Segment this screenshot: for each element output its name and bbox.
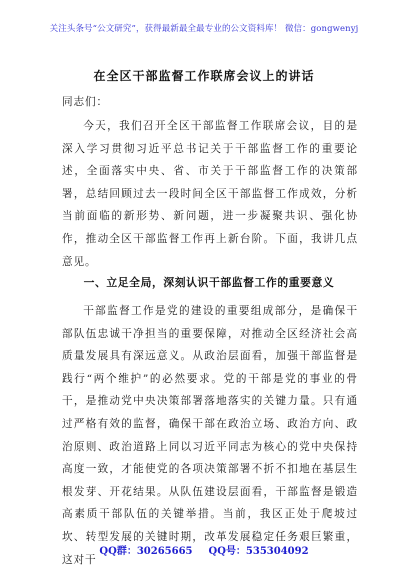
salutation: 同志们： <box>62 96 108 108</box>
qq-number-text: QQ号：535304092 <box>208 546 309 557</box>
qq-group-text: QQ群：30265665 <box>99 546 193 557</box>
paragraph-intro: 今天，我们召开全区干部监督工作联席会议，目的是深入学习贯彻习近平总书记关于干部监督工作的重要论述，全面落实中央、省、市关于干部监督工作的决策部署，总结回顾过去一段时间全区干部监督工作成效，分析当前面临的新形势、新问题，进一步凝聚共识、强化协作，推动全区干部监督工作再上新台阶。下面，我讲几点意见。 <box>62 120 358 268</box>
section-heading-1: 一、立足全局，深刻认识干部监督工作的重要意义 <box>83 276 335 289</box>
document-title: 在全区干部监督工作联席会议上的讲话 <box>93 69 315 83</box>
paragraph-section-1: 干部监督工作是党的建设的重要组成部分，是确保干部队伍忠诚干净担当的重要保障，对推动全区经济社会高质量发展具有深远意义。从政治层面看，加强干部监督是践行“两个维护”的必然要求。党的干部是党的事业的骨干，是推动党中央决策部署落地落实的关键力量。只有通过严格有效的监督，确保干部在政治立场、政治方向、政治原则、政治道路上同以习近平同志为核心的党中央保持高度一致，才能使党的各项决策部署不折不扣地在基层生根发芽、开花结果。从队伍建设层面看，干部监督是锻造高素质干部队伍的关键举措。当前，我区正处于爬坡过坎、转型发展的关键时期，改革发展稳定任务艰巨繁重，这对干 <box>62 305 358 566</box>
footer-contact <box>0 542 408 557</box>
promo-banner: 关注头条号“公文研究”，获得最新最全最专业的公文资料库！ 微信：gongwenyj <box>49 24 359 34</box>
